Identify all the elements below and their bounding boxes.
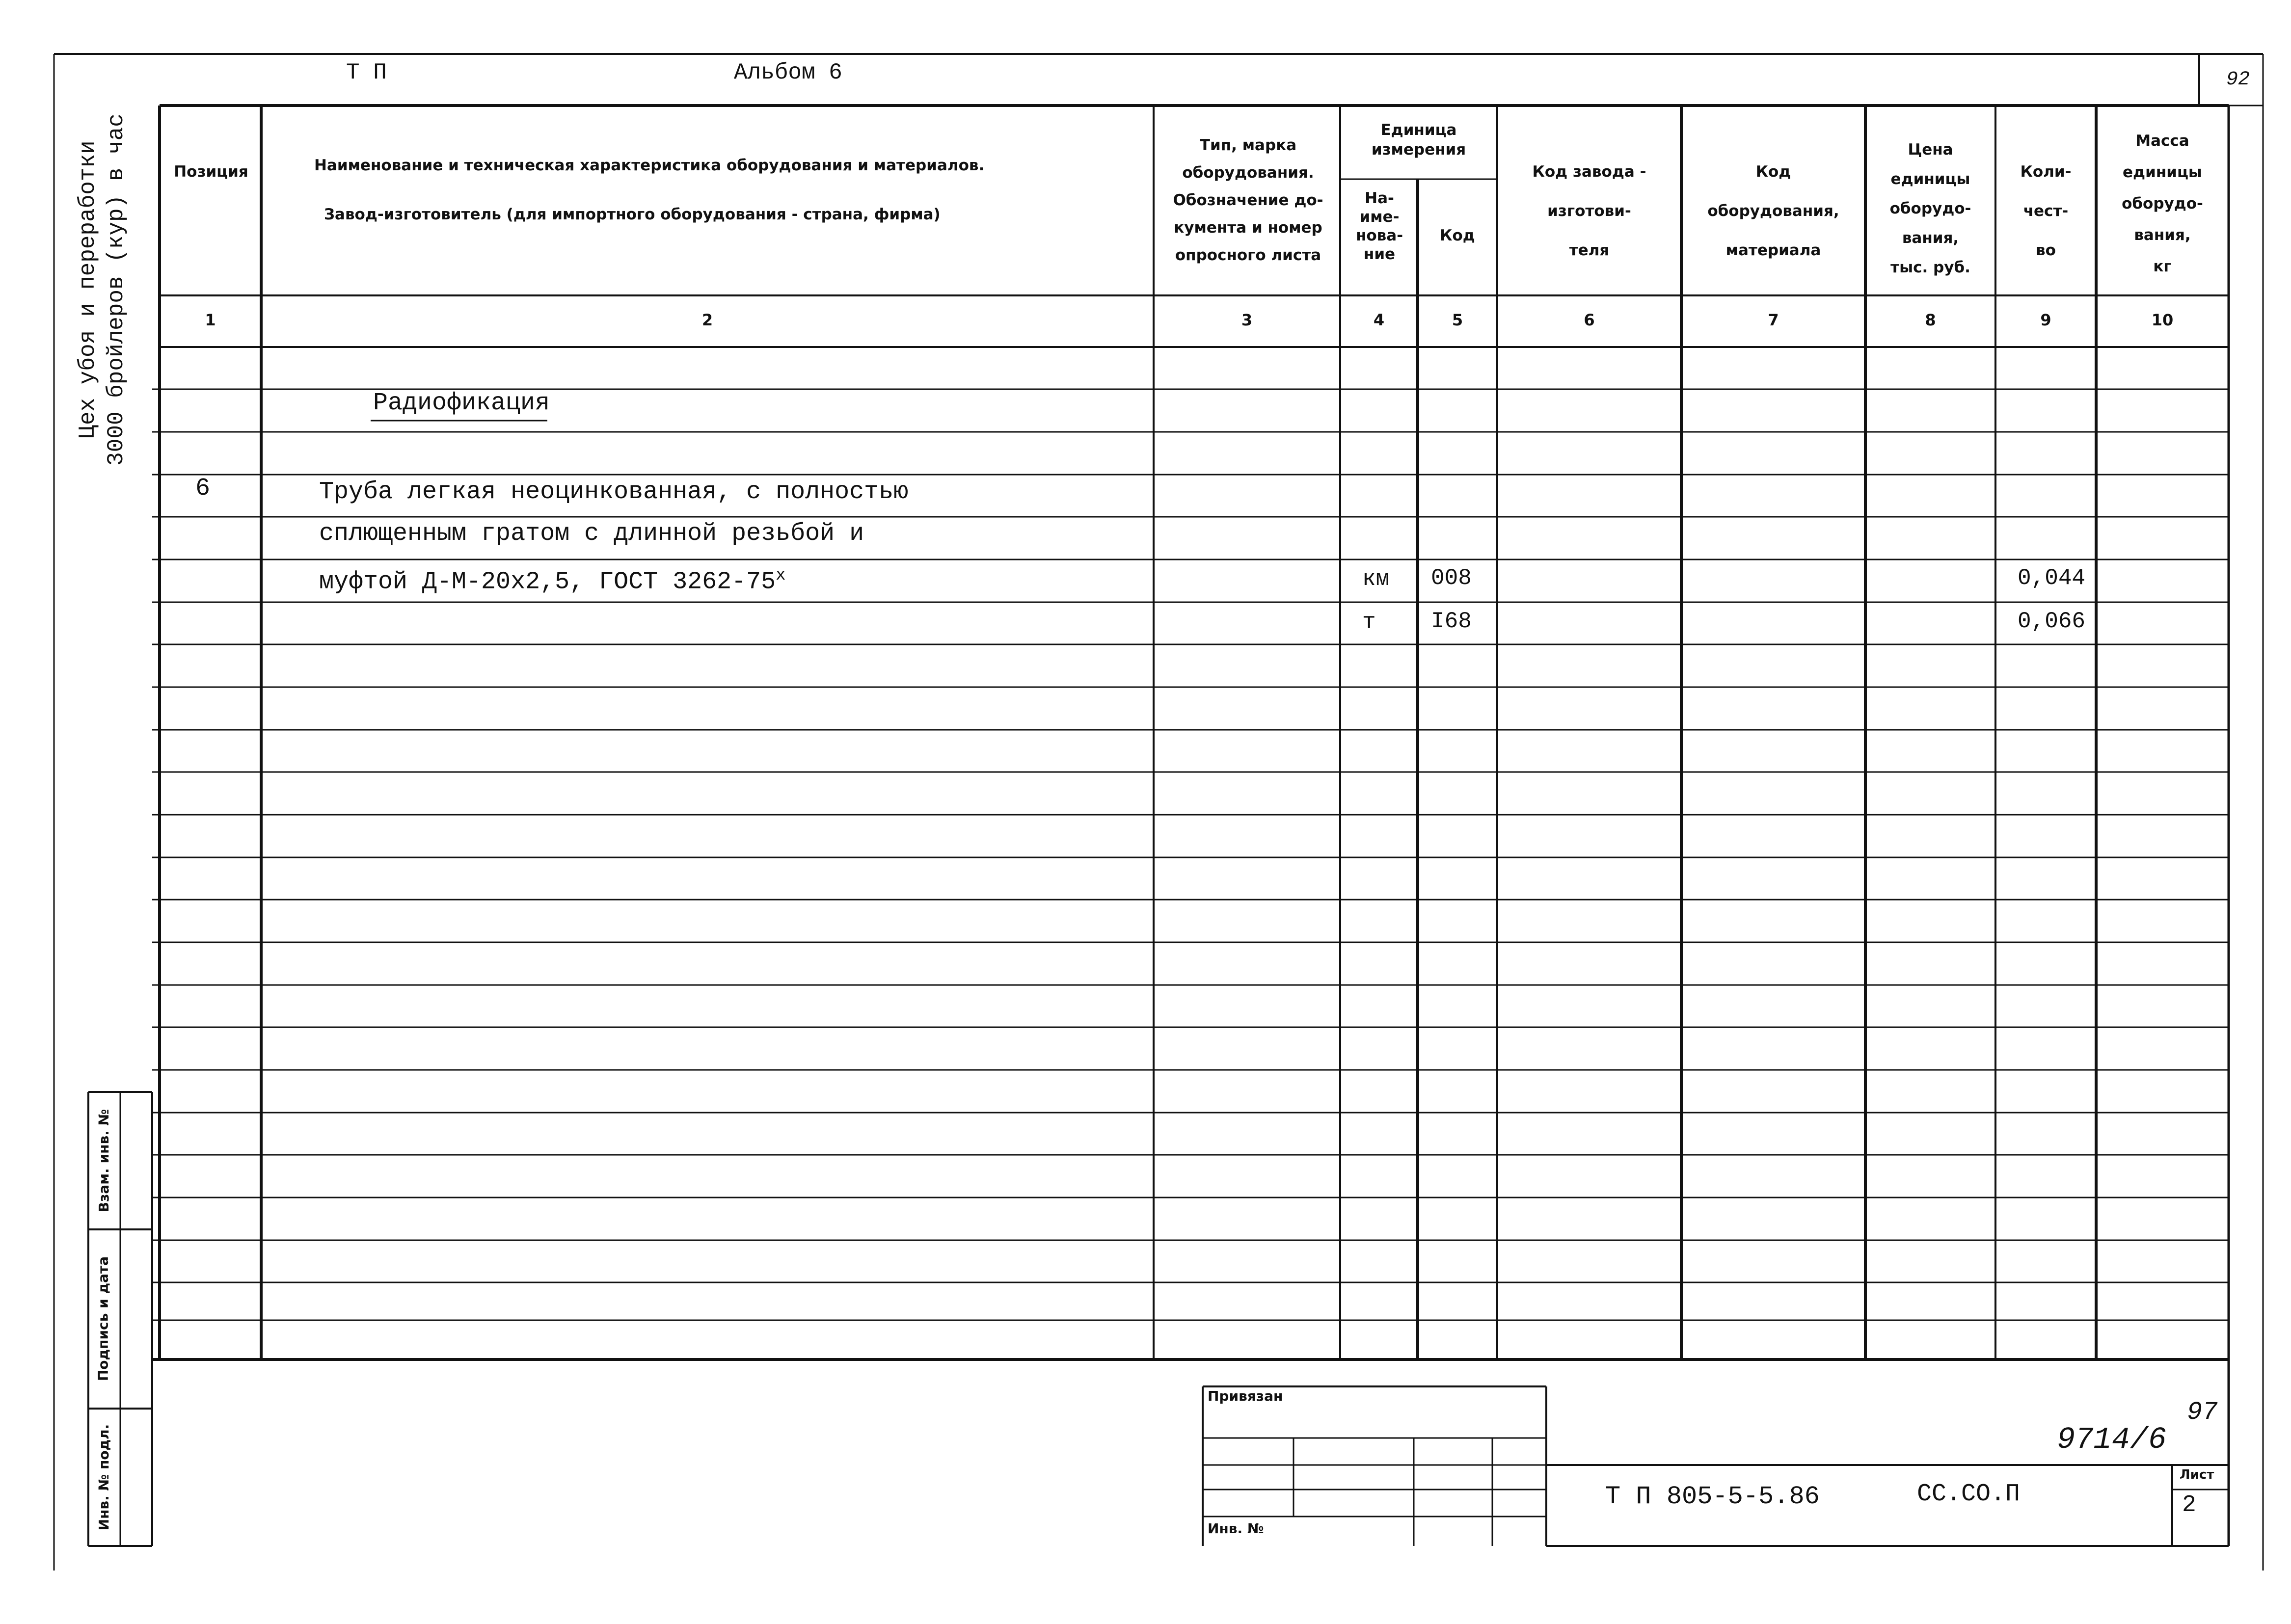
quantity-1: 0,044	[2018, 565, 2086, 591]
col-header-10-line: Масса	[2135, 132, 2189, 150]
col-header-8-line: оборудо-	[1889, 200, 1971, 217]
col-header-6-line: Код завода -	[1532, 163, 1646, 181]
inv-no-label: Инв. №	[1208, 1520, 1264, 1537]
col-header-3-line: Обозначение до-	[1173, 191, 1323, 209]
col-header-2-line1: Наименование и техническая характеристика оборудования и материалов.	[314, 157, 985, 174]
album-label: Альбом 6	[734, 60, 842, 85]
col-header-7-line: оборудования,	[1707, 202, 1839, 220]
item-description-line2: сплющенным гратом с длинной резьбой и	[319, 520, 864, 548]
stamp-vzam-inv: Взам. инв. №	[96, 1109, 112, 1213]
left-caption-line1: Цех убоя и переработки	[75, 140, 101, 439]
col-header-6	[1500, 150, 1679, 272]
item-description-line1: Труба легкая неоцинкованная, с полностью	[319, 478, 909, 506]
col-header-10-line: единицы	[2123, 163, 2202, 181]
gost-superscript: x	[776, 566, 786, 585]
unit-code-1: 008	[1431, 565, 1472, 591]
col-number: 2	[701, 311, 713, 329]
col-number: 5	[1452, 311, 1463, 329]
col-header-9-line: во	[2036, 241, 2056, 259]
col-number: 4	[1373, 311, 1385, 329]
col-header-8	[1868, 135, 1993, 282]
quantity-2: 0,066	[2018, 609, 2086, 634]
col-header-4-line: име-	[1359, 208, 1400, 226]
col-header-4	[1343, 189, 1416, 264]
left-caption-line2: 3000 бройлеров (кур) в час	[104, 113, 129, 466]
col-header-9-line: чест-	[2023, 202, 2069, 220]
corner-page-number: 92	[2226, 69, 2250, 91]
sheet-number: 2	[2182, 1492, 2196, 1518]
col-header-units-line: измерения	[1371, 141, 1466, 159]
col-header-9	[1998, 150, 2094, 272]
handwritten-doc-number: 9714/6	[2057, 1422, 2167, 1457]
unit-name-1: км	[1362, 566, 1390, 592]
document-code: Т П 805-5-5.86	[1605, 1482, 1820, 1511]
col-header-3-line: кумента и номер	[1174, 219, 1322, 237]
col-header-4-line: нова-	[1355, 227, 1403, 244]
col-header-1: Позиция	[174, 163, 248, 181]
col-header-5: Код	[1440, 227, 1475, 244]
stamp-inv-podl: Инв. № подл.	[96, 1424, 112, 1531]
item-description-line3-text: муфтой Д-М-20х2,5, ГОСТ 3262-75	[319, 568, 776, 596]
series-label: Т П	[346, 60, 387, 85]
col-header-8-line: Цена	[1908, 141, 1953, 159]
col-header-units	[1343, 120, 1495, 160]
col-header-units-line: Единица	[1380, 121, 1457, 139]
col-header-7-line: Код	[1755, 163, 1791, 181]
document-mark: СС.СО.П	[1917, 1480, 2021, 1508]
col-number: 8	[1925, 311, 1936, 329]
col-header-6-line: изготови-	[1547, 202, 1631, 220]
sheet-label: Лист	[2180, 1467, 2214, 1482]
col-header-10	[2099, 125, 2226, 282]
col-header-7-line: материала	[1725, 241, 1821, 259]
col-header-4-line: ние	[1363, 245, 1396, 263]
col-header-9-line: Коли-	[2020, 163, 2072, 181]
col-header-10-line: вания,	[2134, 226, 2191, 244]
col-header-3	[1159, 132, 1338, 269]
handwritten-page-number: 97	[2187, 1398, 2218, 1427]
col-header-10-line: кг	[2153, 258, 2172, 275]
col-number: 6	[1584, 311, 1595, 329]
col-number: 9	[2040, 311, 2051, 329]
stamp-podpis-data: Подпись и дата	[95, 1256, 111, 1382]
col-header-10-line: оборудо-	[2122, 195, 2203, 213]
col-header-8-line: единицы	[1890, 170, 1970, 188]
col-header-4-line: На-	[1365, 189, 1394, 207]
col-number: 1	[205, 311, 216, 329]
col-header-8-line: вания,	[1902, 229, 1959, 247]
col-header-3-line: оборудования.	[1182, 164, 1314, 182]
col-number: 7	[1768, 311, 1779, 329]
privyazan-label: Привязан	[1208, 1388, 1283, 1404]
col-number: 10	[2151, 311, 2174, 329]
item-description-line3	[319, 561, 786, 597]
left-caption	[74, 44, 137, 535]
col-number: 3	[1241, 311, 1253, 329]
item-position: 6	[195, 475, 211, 503]
col-header-7	[1684, 150, 1863, 272]
col-header-3-line: Тип, марка	[1199, 136, 1297, 154]
col-header-3-line: опросного листа	[1175, 246, 1321, 264]
col-header-2-line2: Завод-изготовитель (для импортного оборудования - страна, фирма)	[324, 206, 941, 223]
unit-name-2: т	[1362, 610, 1376, 635]
col-header-8-line: тыс. руб.	[1890, 259, 1970, 276]
unit-code-2: I68	[1431, 609, 1472, 634]
col-header-6-line: теля	[1569, 241, 1610, 259]
section-title: Радиофикация	[373, 389, 550, 417]
